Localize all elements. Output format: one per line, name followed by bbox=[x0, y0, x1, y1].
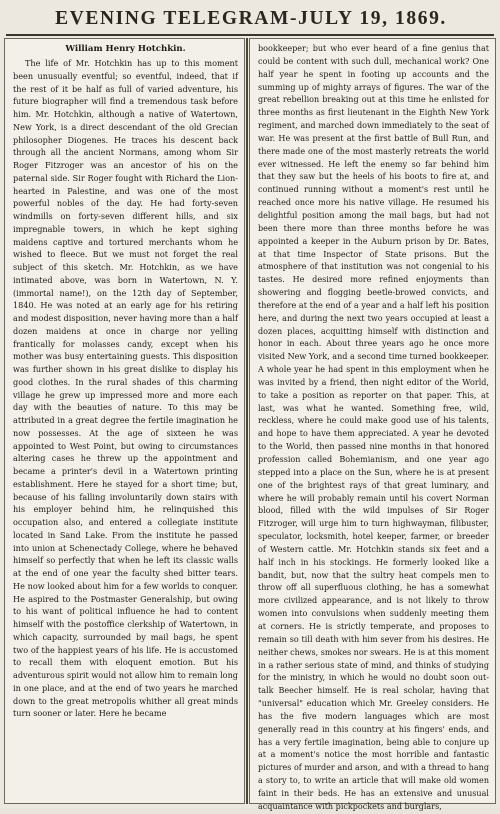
article-text-right: bookkeeper; but who ever heard of a fine genius that could be content with such dull, mechanical work? One half year he spent in footing up accounts and the summing up of mighty arrays of figures. The war of the great rebellion breaking out at this time he enlisted for three months as first lieutenant in the Eighth New York regiment, and marched down immediately to the seat of war. He was present at the first battle of Bull Run, and there made one of the most masterly retreats the world ever witnessed. He left the enemy so far behind him that they saw but the heels of his boots to fire at, and continued running without a moment's rest until he reached once more his native village. He resumed his delightful position among the mail bags, but had not been there more than three months before he was appointed a keeper in the Auburn prison by Dr. Bates, at that time Inspector of State prisons. But the atmosphere of that institution was not congenial to his tastes. He desired more refined enjoyments than showering and flogging beetle-browed convicts, and therefore at the end of a year and a half left his position here, and during the next two years occupied at least a dozen places, acquitting himself with distinction and honor in each. About three years ago he once more visited New York, and a second time turned bookkeeper. A whole year he had spent in this employment when he was invited by a friend, then night editor of the World, to take a position as reporter on that paper. This, at last, was what he wanted. Something free, wild, reckless, where he could make good use of his talents, and hope to have them appreciated. A year he devoted to the World, then passed nine months in that honored profession called Bohemianism, and one year ago stepped into a place on the Sun, where he is at present one of the brightest rays of that great luminary, and where he will probably remain until his covert Norman blood, filled with the wild impulses of Sir Roger Fitzroger, will urge him to turn highwayman, filibuster, speculator, locksmith, hotel keeper, farmer, or breeder of Western cattle. Mr. Hotchkin stands six feet and a half inch in his stockings. He formerly looked like a bandit, but, now that the sultry heat compels men to throw off all superfluous clothing, he has a somewhat more civilized appearance, and is not likely to throw women into convulsions when suddenly meeting them at corners. He is strictly temperate, and proposes to remain so till death with him sever from his desires. He neither chews, smokes nor swears. He is at this moment in a rather serious state of mind, and thinks of studying for the ministry, in which he would no doubt soon out-talk Beecher himself. He is real scholar, having that "universal" education which Mr. Greeley considers. He has the five modern languages which are most generally read in this country at his fingers' ends, and has a very fertile imagination, being able to conjure up at a moment's notice the most horrible and fantastic pictures of murder and arson, and with a thread to hang a story to, to write an article that will make old women faint in their beds. He has an extensive and unusual acquaintance with pickpockets and burglars, bbox=[258, 44, 489, 811]
masthead-rule bbox=[6, 34, 494, 36]
article-title: William Henry Hotchkin. bbox=[65, 44, 186, 54]
article-column-left bbox=[4, 38, 245, 804]
column-divider bbox=[246, 38, 248, 804]
masthead-title: EVENING TELEGRAM-JULY 19, 1869. bbox=[55, 8, 447, 29]
article-text-left: The life of Mr. Hotchkin has up to this moment been unusually eventful; so eventful, indeed, that if the rest of it be half as full of varied adventure, his future biographer will find a tremendous task before him. Mr. Hotchkin, although a native of Watertown, New York, is a direct descendant of the old Grecian philosopher Diogenes. He traces his descent back through all the ancient Normans, among whom Sir Roger Fitzroger was an ancestor of his on the paternal side. Sir Roger fought with Richard the Lion-hearted in Palestine, and was one of the most powerful nobles of the day. He had forty-seven windmills on forty-seven different hills, and six impregnable towers, in which he kept sighing maidens captive and tortured merchants whom he wished to fleece. But we must not forget the real subject of this sketch. Mr. Hotchkin, as we have intimated above, was born in Watertown, N. Y. (immortal name!), on the 12th day of September, 1840. He was noted at an early age for his retiring and modest disposition, never having more than a half dozen maidens at once in charge nor yelling frantically for molasses candy, except when his mother was busy entertaining guests. This disposition was further shown in his great dislike to display his good clothes. In the rural shades of this charming village he grew up impressed more and more each day with the beauties of nature. To this may be attributed in a great degree the fertile imagination he now possesses. At the age of sixteen he was appointed to West Point, but owing to circumstances altering cases he threw up the appointment and became a printer's devil in a Watertown printing establishment. Here he stayed for a short time; but, because of his falling involuntarily down stairs with his employer behind him, he relinquished this occupation also, and entered a collegiate institute located in Sand Lake. From the institute he passed into union at Schenectady College, where he behaved himself so perfectly that when he left its classic walls at the end of one year the faculty shed bitter tears. He now looked about him for a few worlds to conquer. He aspired to the Postmaster Generalship, but owing to his want of political influence he had to content himself with the postoffice clerkship of Watertown, in which capacity, surrounded by mail bags, he spent two of the happiest years of his life. He is accustomed to recall them with eloquent emotion. But his adventurous spirit would not allow him to remain long in one place, and at the end of two years he marched down to the great metropolis whither all great minds turn sooner or later. Here he became bbox=[13, 58, 238, 719]
article-column-right bbox=[249, 38, 496, 811]
